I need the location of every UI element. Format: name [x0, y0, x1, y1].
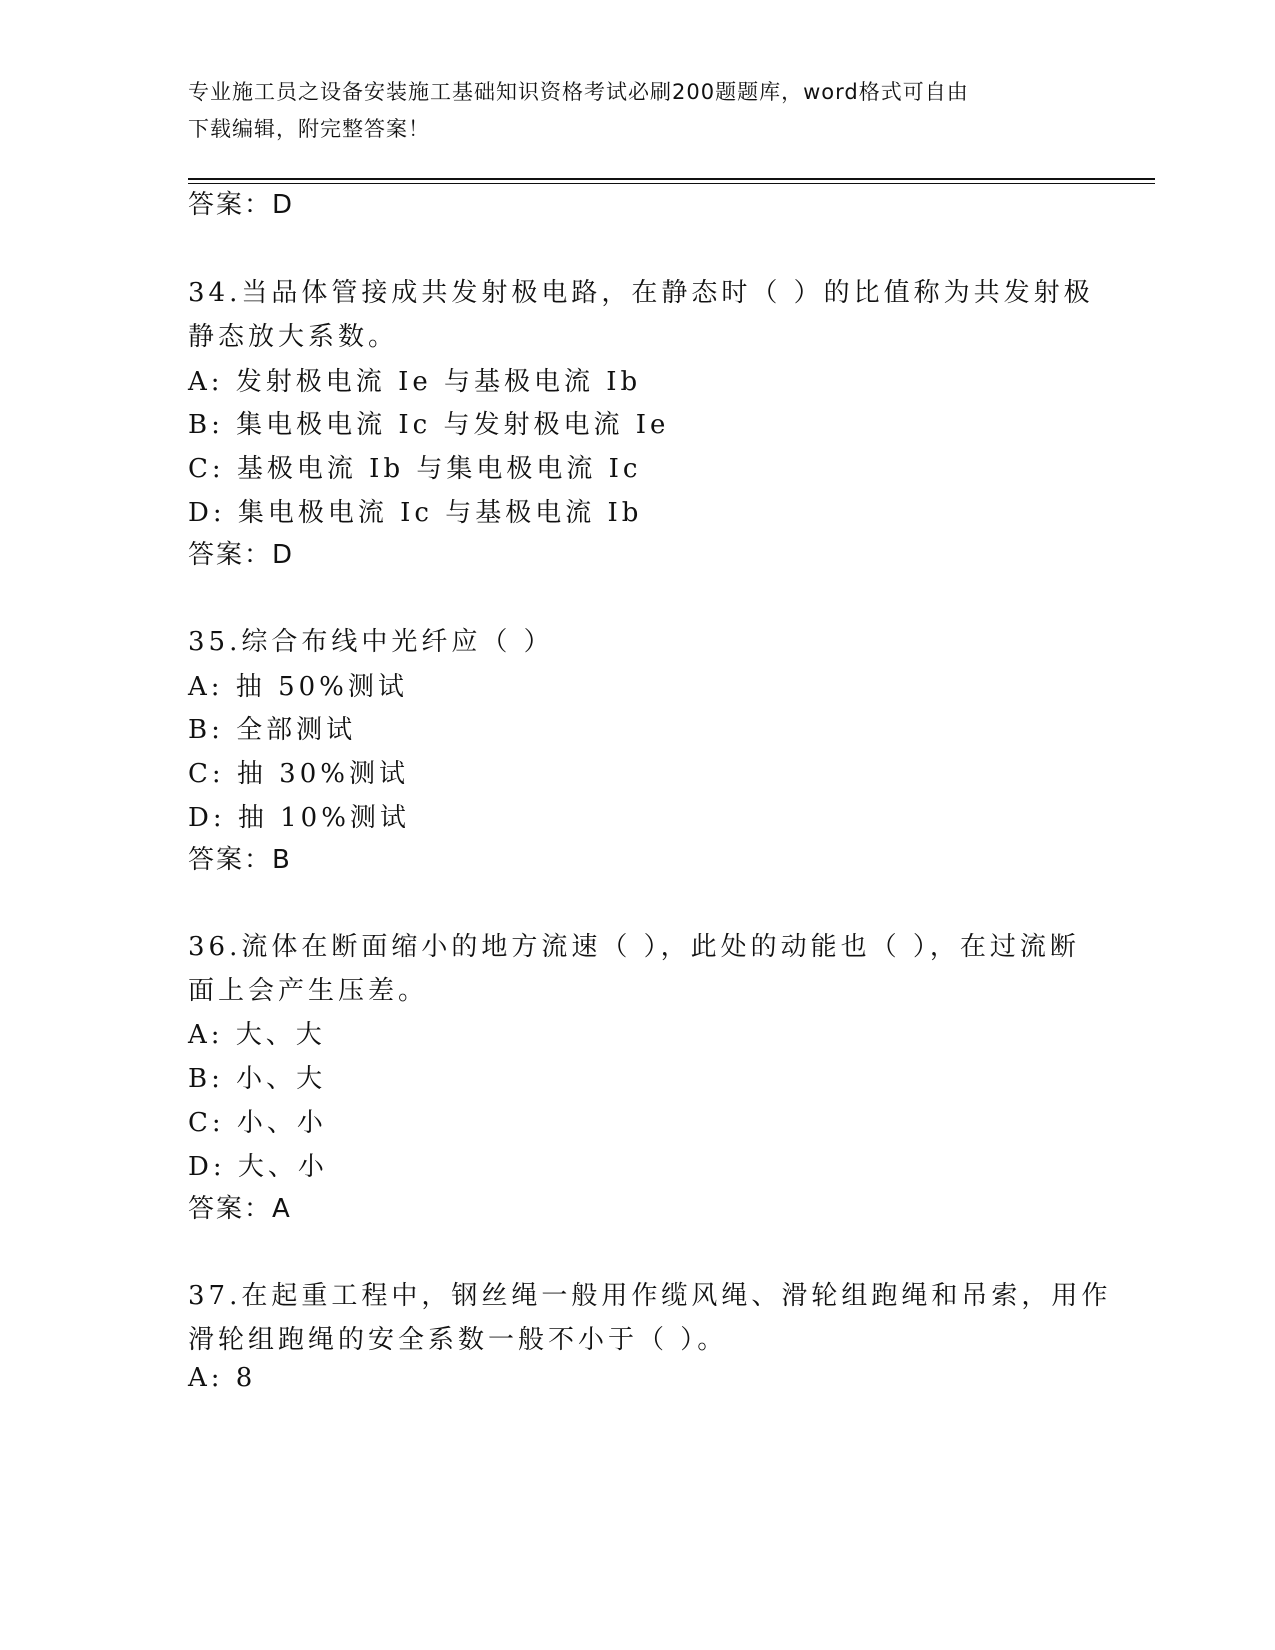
question-35-option-d: D: 抽 10%测试: [188, 803, 410, 833]
question-34-option-a: A: 发射极电流 Ie 与基极电流 Ib: [188, 367, 642, 397]
question-35-option-c: C: 抽 30%测试: [188, 759, 409, 789]
question-35-answer: 答案：B: [188, 845, 292, 875]
header-rule-thick: [188, 178, 1155, 180]
question-34-option-b: B: 集电极电流 Ic 与发射极电流 Ie: [188, 410, 670, 440]
question-37-stem-line-1: 37.在起重工程中，钢丝绳一般用作缆风绳、滑轮组跑绳和吊索，用作: [188, 1281, 1112, 1311]
document-header: [188, 74, 1088, 148]
question-34-stem-line-2: 静态放大系数。: [188, 322, 399, 352]
question-34-option-d: D: 集电极电流 Ic 与基极电流 Ib: [188, 498, 643, 528]
previous-answer: 答案：D: [188, 190, 295, 220]
header-line-1: 专业施工员之设备安装施工基础知识资格考试必刷200题题库，word格式可自由: [188, 80, 969, 104]
question-36-option-c: C: 小、小: [188, 1108, 327, 1138]
question-36-stem-line-1: 36.流体在断面缩小的地方流速（ ），此处的动能也（ ），在过流断: [188, 932, 1080, 962]
question-36-option-a: A: 大、大: [188, 1020, 326, 1050]
question-35-option-b: B: 全部测试: [188, 715, 357, 745]
question-34-answer: 答案：D: [188, 540, 295, 570]
question-35-option-a: A: 抽 50%测试: [188, 672, 408, 702]
header-rule-thin: [188, 183, 1155, 184]
question-36-stem-line-2: 面上会产生压差。: [188, 976, 429, 1006]
question-37-option-a: A: 8: [188, 1363, 257, 1393]
question-34-stem-line-1: 34.当品体管接成共发射极电路，在静态时（ ）的比值称为共发射极: [188, 278, 1094, 308]
question-34-option-c: C: 基极电流 Ib 与集电极电流 Ic: [188, 454, 642, 484]
question-35-stem-line-1: 35.综合布线中光纤应（ ）: [188, 627, 554, 657]
question-36-option-b: B: 小、大: [188, 1064, 327, 1094]
question-37-stem-line-2: 滑轮组跑绳的安全系数一般不小于（ ）。: [188, 1325, 728, 1355]
question-36-answer: 答案：A: [188, 1194, 292, 1224]
question-36-option-d: D: 大、小: [188, 1152, 328, 1182]
header-line-2: 下载编辑，附完整答案！: [188, 117, 430, 141]
